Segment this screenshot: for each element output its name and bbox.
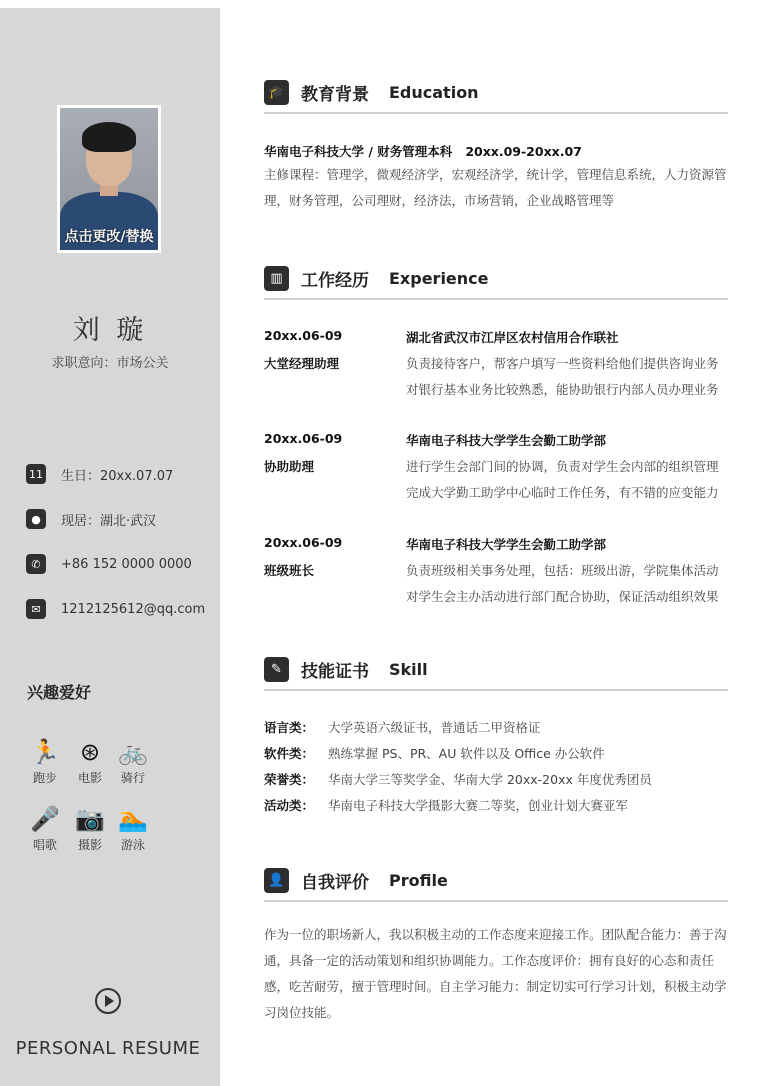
sidebar (0, 8, 220, 1086)
experience-org: 华南电子科技大学学生会勤工助学部 (406, 537, 607, 552)
contact-phone (26, 554, 192, 574)
hobby-label: 骑行 (120, 771, 145, 785)
job-intent: 求职意向：市场公关 (51, 356, 169, 371)
profile-text: 作为一位的职场新人，我以积极主动的工作态度来迎接工作。团队配合能力：善于沟通，具备一定的活动策划和组织协调能力。工作态度评价：拥有良好的心态和责任感，吃苦耐劳，擅于管理时间。自主学习能力：制定切实可行学习计划，积极主动学习岗位技能。 (264, 927, 727, 1020)
hobby-running (27, 737, 63, 786)
contact-birthday (26, 464, 173, 484)
experience-desc: 对银行基本业务比较熟悉，能协助银行内部人员办理业务 (406, 382, 719, 397)
experience-role: 班级班长 (264, 563, 315, 578)
section-title-en: Profile (389, 870, 448, 890)
graduation-cap-icon: 🎓 (264, 80, 289, 105)
experience-desc: 负责接待客户，帮客户填写一些资料给他们提供咨询业务 (406, 356, 719, 371)
pencil-tag-icon: ✎ (264, 657, 289, 682)
contact-text: +86 152 0000 0000 (61, 556, 192, 572)
hobby-cycling (115, 737, 151, 786)
hobby-photography (72, 804, 108, 853)
experience-desc: 进行学生会部门间的协调，负责对学生会内部的组织管理 (406, 459, 719, 474)
experience-role: 大堂经理助理 (264, 356, 340, 371)
play-icon[interactable] (95, 988, 121, 1014)
skill-label: 荣誉类： (264, 772, 315, 787)
calendar-icon: 11 (26, 464, 46, 484)
education-school: 华南电子科技大学 / 财务管理本科 20xx.09-20xx.07 (264, 144, 582, 159)
section-title-en: Skill (389, 659, 428, 679)
skill-header (264, 657, 728, 691)
contact-location (26, 509, 156, 529)
skill-text: 华南电子科技大学摄影大赛二等奖，创业计划大赛亚军 (328, 798, 629, 813)
education-courses: 主修课程：管理学，微观经济学，宏观经济学，统计学，管理信息系统，人力资源管理，财务管理，公司理财，经济法，市场营销，企业战略管理等 (264, 167, 727, 208)
experience-date: 20xx.06-09 (264, 535, 343, 550)
contact-text: 1212125612@qq.com (61, 601, 206, 617)
section-title-cn: 技能证书 (301, 661, 369, 682)
hobby-label: 唱歌 (32, 838, 57, 852)
education-header (264, 80, 728, 114)
hobby-label: 摄影 (77, 838, 102, 852)
experience-desc: 对学生会主办活动进行部门配合协助，保证活动组织效果 (406, 589, 719, 604)
swimming-icon: 🏊 (118, 805, 148, 833)
experience-desc: 完成大学勤工助学中心临时工作任务，有不错的应变能力 (406, 485, 719, 500)
candidate-name: 刘 璇 (72, 315, 148, 346)
hobby-label: 电影 (77, 771, 102, 785)
experience-header (264, 266, 728, 300)
section-title-cn: 自我评价 (301, 872, 369, 893)
hobbies-title: 兴趣爱好 (27, 683, 92, 702)
camera-icon: 📷 (75, 805, 105, 833)
skill-text: 华南大学三等奖学金、华南大学 20xx-20xx 年度优秀团员 (328, 772, 652, 787)
personal-resume-label: PERSONAL RESUME (15, 1038, 201, 1059)
running-icon: 🏃 (30, 738, 60, 766)
skill-text: 大学英语六级证书，普通话二甲资格证 (328, 720, 541, 735)
photo-image (60, 108, 158, 250)
experience-org: 湖北省武汉市江岸区农村信用合作联社 (406, 330, 619, 345)
section-title-en: Education (389, 82, 479, 102)
profile-photo[interactable] (57, 105, 161, 253)
contact-text: 现居：湖北·武汉 (61, 513, 157, 529)
skill-text: 熟练掌握 PS、PR、AU 软件以及 Office 办公软件 (328, 746, 605, 761)
photo-replace-caption[interactable]: 点击更改/替换 (64, 229, 154, 245)
skill-label: 活动类： (264, 798, 315, 813)
experience-role: 协助助理 (264, 459, 315, 474)
hobby-swimming (115, 804, 151, 853)
experience-date: 20xx.06-09 (264, 431, 343, 446)
phone-icon: ✆ (26, 554, 46, 574)
contact-email (26, 599, 205, 619)
microphone-icon: 🎤 (30, 805, 60, 833)
contact-text: 生日：20xx.07.07 (61, 468, 174, 484)
hobby-label: 游泳 (120, 838, 145, 852)
film-reel-icon: ⊛ (79, 738, 101, 766)
mail-icon: ✉ (26, 599, 46, 619)
skill-label: 语言类： (264, 720, 315, 735)
hobby-singing (27, 804, 63, 853)
experience-desc: 负责班级相关事务处理，包括：班级出游，学院集体活动 (406, 563, 719, 578)
user-icon: 👤 (264, 868, 289, 893)
skill-label: 软件类： (264, 746, 315, 761)
hobby-film (72, 737, 108, 786)
profile-header (264, 868, 728, 902)
location-icon: ● (26, 509, 46, 529)
section-title-cn: 教育背景 (301, 84, 369, 105)
hobby-label: 跑步 (32, 771, 57, 785)
chart-icon: ▥ (264, 266, 289, 291)
section-title-cn: 工作经历 (301, 270, 369, 291)
bicycle-icon: 🚲 (118, 738, 148, 766)
experience-date: 20xx.06-09 (264, 328, 343, 343)
experience-org: 华南电子科技大学学生会勤工助学部 (406, 433, 607, 448)
section-title-en: Experience (389, 268, 489, 288)
